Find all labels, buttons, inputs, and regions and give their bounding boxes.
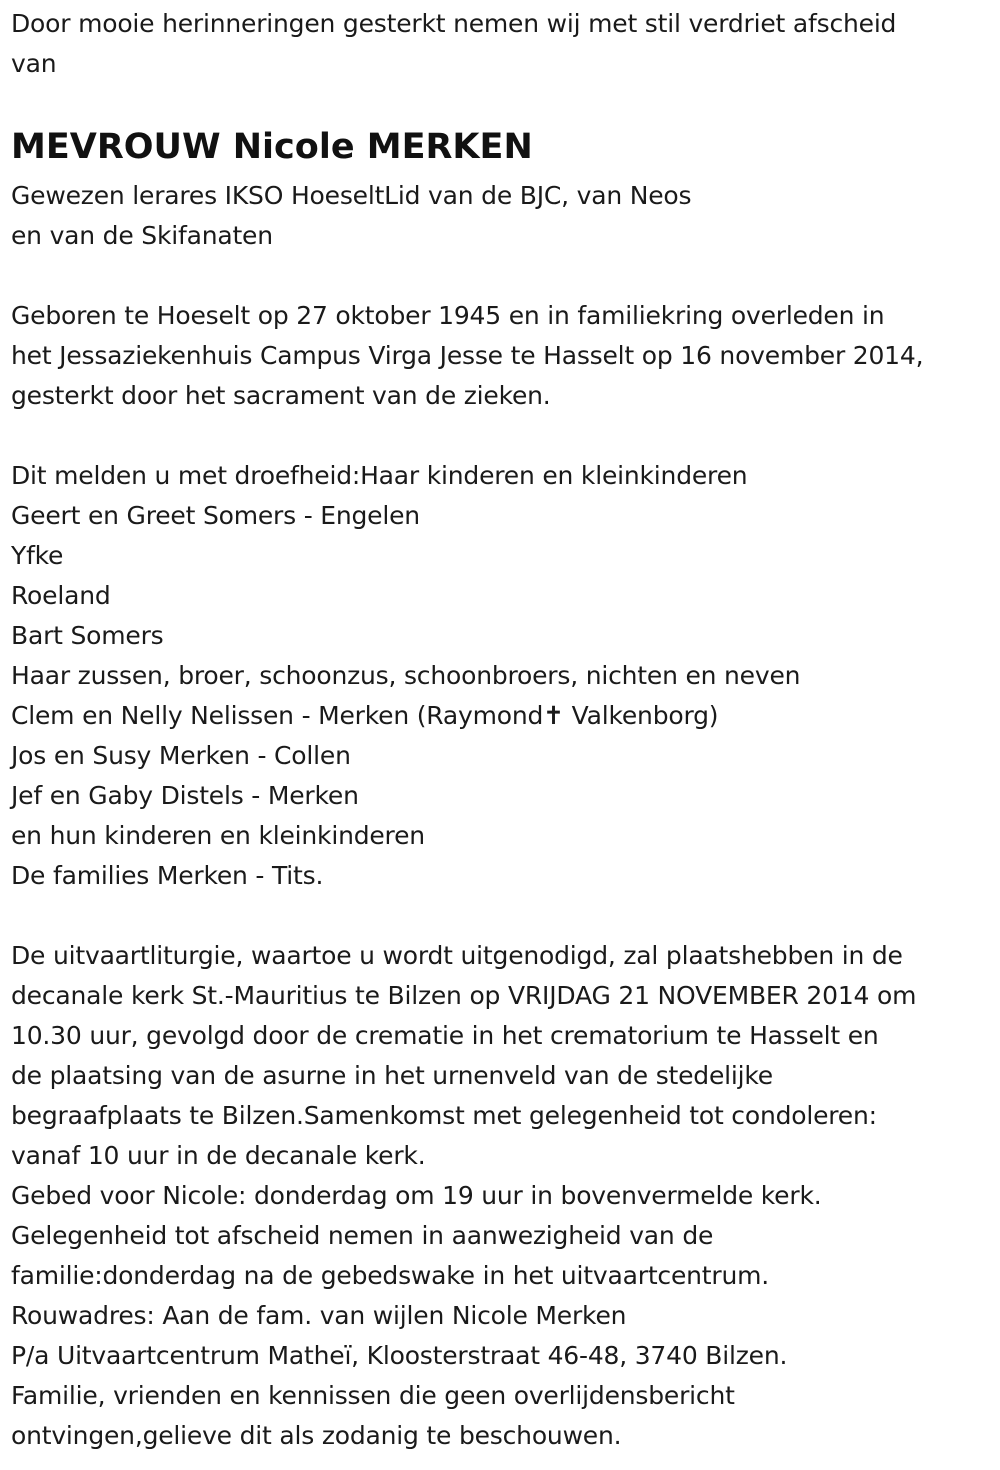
funeral-paragraph [11, 936, 990, 1456]
funeral-line: ontvingen,gelieve dit als zodanig te beschouwen. [11, 1421, 622, 1450]
funeral-line: Gebed voor Nicole: donderdag om 19 uur in bovenvermelde kerk. [11, 1181, 822, 1210]
funeral-line: Familie, vrienden en kennissen die geen overlijdensbericht [11, 1381, 735, 1410]
occupation-line: en van de Skifanaten [11, 221, 273, 250]
occupation-line: Gewezen lerares IKSO HoeseltLid van de BJC, van Neos [11, 181, 692, 210]
funeral-line: P/a Uitvaartcentrum Matheï, Kloosterstraat 46-48, 3740 Bilzen. [11, 1341, 788, 1370]
funeral-line: de plaatsing van de asurne in het urnenveld van de stedelijke [11, 1061, 773, 1090]
intro-line: Door mooie herinneringen gesterkt nemen wij met stil verdriet afscheid [11, 9, 897, 38]
spacer [11, 256, 990, 296]
family-paragraph [11, 456, 990, 896]
birth-death-line: gesterkt door het sacrament van de zieken. [11, 381, 551, 410]
family-line: Geert en Greet Somers - Engelen [11, 501, 420, 530]
birth-death-line: Geboren te Hoeselt op 27 oktober 1945 en in familiekring overleden in [11, 301, 885, 330]
family-line: Haar zussen, broer, schoonzus, schoonbroers, nichten en neven [11, 661, 801, 690]
funeral-line: familie:donderdag na de gebedswake in het uitvaartcentrum. [11, 1261, 770, 1290]
family-line: Bart Somers [11, 621, 164, 650]
funeral-line: vanaf 10 uur in de decanale kerk. [11, 1141, 426, 1170]
deceased-name: MEVROUW Nicole MERKEN [11, 127, 533, 167]
funeral-line: begraafplaats te Bilzen.Samenkomst met gelegenheid tot condoleren: [11, 1101, 877, 1130]
family-line: Jos en Susy Merken - Collen [11, 741, 351, 770]
funeral-line: decanale kerk St.-Mauritius te Bilzen op VRIJDAG 21 NOVEMBER 2014 om [11, 981, 917, 1010]
occupation-paragraph [11, 176, 990, 256]
family-line: Clem en Nelly Nelissen - Merken (Raymond✝ Valkenborg) [11, 701, 719, 730]
spacer [11, 84, 990, 124]
intro-paragraph [11, 4, 990, 84]
spacer [11, 896, 990, 936]
family-line: Dit melden u met droefheid:Haar kinderen en kleinkinderen [11, 461, 748, 490]
family-line: Roeland [11, 581, 111, 610]
funeral-line: 10.30 uur, gevolgd door de crematie in het crematorium te Hasselt en [11, 1021, 879, 1050]
intro-line: van [11, 49, 57, 78]
birth-death-line: het Jessaziekenhuis Campus Virga Jesse te Hasselt op 16 november 2014, [11, 341, 924, 370]
family-line: De families Merken - Tits. [11, 861, 324, 890]
family-line: Yfke [11, 541, 64, 570]
family-line: Jef en Gaby Distels - Merken [11, 781, 359, 810]
spacer [11, 416, 990, 456]
family-line: en hun kinderen en kleinkinderen [11, 821, 425, 850]
funeral-line: Gelegenheid tot afscheid nemen in aanwezigheid van de [11, 1221, 714, 1250]
funeral-line: De uitvaartliturgie, waartoe u wordt uitgenodigd, zal plaatshebben in de [11, 941, 903, 970]
funeral-line: Rouwadres: Aan de fam. van wijlen Nicole Merken [11, 1301, 627, 1330]
birth-death-paragraph [11, 296, 990, 416]
